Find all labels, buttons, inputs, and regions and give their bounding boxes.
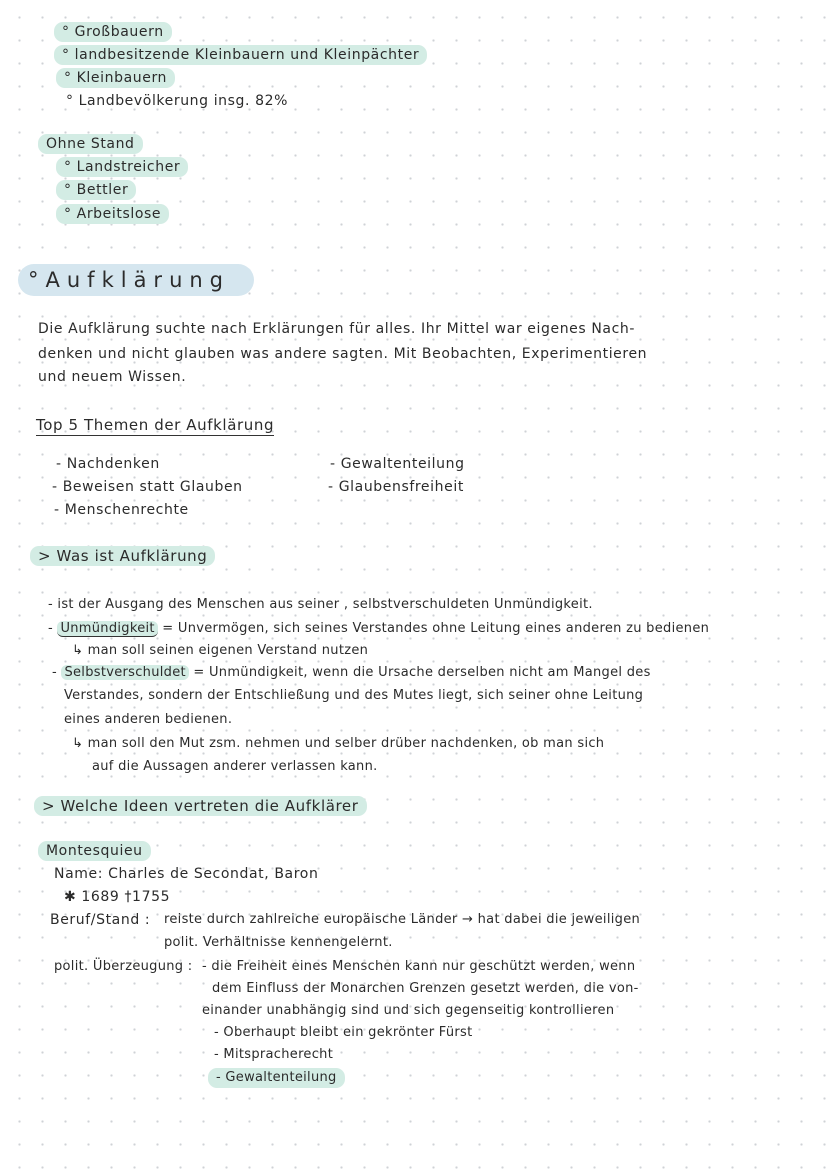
- list-item: - Mitspracherecht: [214, 1047, 334, 1062]
- paragraph-line: und neuem Wissen.: [38, 369, 187, 385]
- list-item: - Beweisen statt Glauben: [52, 479, 243, 495]
- list-item: - Oberhaupt bleibt ein gekrönter Fürst: [214, 1025, 473, 1040]
- definition-line: - Unmündigkeit = Unvermögen, sich seines Verstandes ohne Leitung eines anderen zu bedienen: [48, 621, 710, 636]
- list-item: ° Landbevölkerung insg. 82%: [66, 93, 289, 109]
- label: Beruf/Stand :: [50, 912, 151, 928]
- paragraph-line: polit. Verhältnisse kennengelernt.: [164, 935, 393, 950]
- paragraph-line: - die Freiheit eines Menschen kann nur geschützt werden, wenn: [202, 959, 636, 974]
- list-item: - Gewaltenteilung: [208, 1068, 345, 1088]
- term-highlight: Selbstverschuldet: [61, 665, 188, 680]
- list-item: - Glaubensfreiheit: [328, 479, 464, 495]
- paragraph-line: reiste durch zahlreiche europäische Länder → hat dabei die jeweiligen: [164, 912, 641, 927]
- list-item: ° landbesitzende Kleinbauern und Kleinpächter: [54, 45, 427, 65]
- label: polit. Überzeugung :: [54, 959, 193, 974]
- list-item: ° Großbauern: [54, 22, 172, 42]
- paragraph-line: ↳ man soll seinen eigenen Verstand nutzen: [72, 643, 369, 658]
- paragraph-line: Die Aufklärung suchte nach Erklärungen für alles. Ihr Mittel war eigenes Nach-: [38, 321, 636, 337]
- list-item: ° Kleinbauern: [56, 68, 175, 88]
- paragraph-line: dem Einfluss der Monarchen Grenzen gesetzt werden, die von-: [212, 981, 639, 996]
- list-item: ° Landstreicher: [56, 157, 188, 177]
- list-item: ° Arbeitslose: [56, 204, 169, 224]
- paragraph-line: Verstandes, sondern der Entschließung und des Mutes liegt, sich seiner ohne Leitung: [64, 688, 644, 703]
- section-heading: > Welche Ideen vertreten die Aufklärer: [34, 796, 367, 816]
- paragraph-line: ↳ man soll den Mut zsm. nehmen und selber drüber nachdenken, ob man sich: [72, 736, 605, 751]
- definition-text: = Unvermögen, sich seines Verstandes ohne Leitung eines anderen zu bedienen: [157, 621, 710, 636]
- list-item: - Gewaltenteilung: [330, 456, 465, 472]
- list-item: - Nachdenken: [56, 456, 160, 472]
- section-heading: Montesquieu: [38, 841, 151, 861]
- list-item: ° Bettler: [56, 180, 136, 200]
- paragraph-line: einander unabhängig sind und sich gegenseitig kontrollieren: [202, 1003, 615, 1018]
- paragraph-line: Name: Charles de Secondat, Baron: [54, 866, 319, 882]
- paragraph-line: - ist der Ausgang des Menschen aus seiner , selbstverschuldeten Unmündigkeit.: [48, 597, 593, 612]
- paragraph-line: denken und nicht glauben was andere sagten. Mit Beobachten, Experimentieren: [38, 346, 648, 362]
- paragraph-line: eines anderen bedienen.: [64, 712, 233, 727]
- section-heading: > Was ist Aufklärung: [30, 546, 215, 566]
- paragraph-line: auf die Aussagen anderer verlassen kann.: [92, 759, 378, 774]
- definition-line: - Selbstverschuldet = Unmündigkeit, wenn die Ursache derselben nicht am Mangel des: [52, 665, 651, 680]
- list-item: - Menschenrechte: [54, 502, 189, 518]
- section-heading: Ohne Stand: [38, 134, 143, 154]
- page-title: °Aufklärung: [18, 264, 254, 296]
- section-heading: Top 5 Themen der Aufklärung: [36, 416, 275, 434]
- term-highlight: Unmündigkeit: [57, 621, 157, 637]
- paragraph-line: ✱ 1689 †1755: [64, 889, 171, 905]
- definition-text: = Unmündigkeit, wenn die Ursache derselben nicht am Mangel des: [188, 665, 651, 680]
